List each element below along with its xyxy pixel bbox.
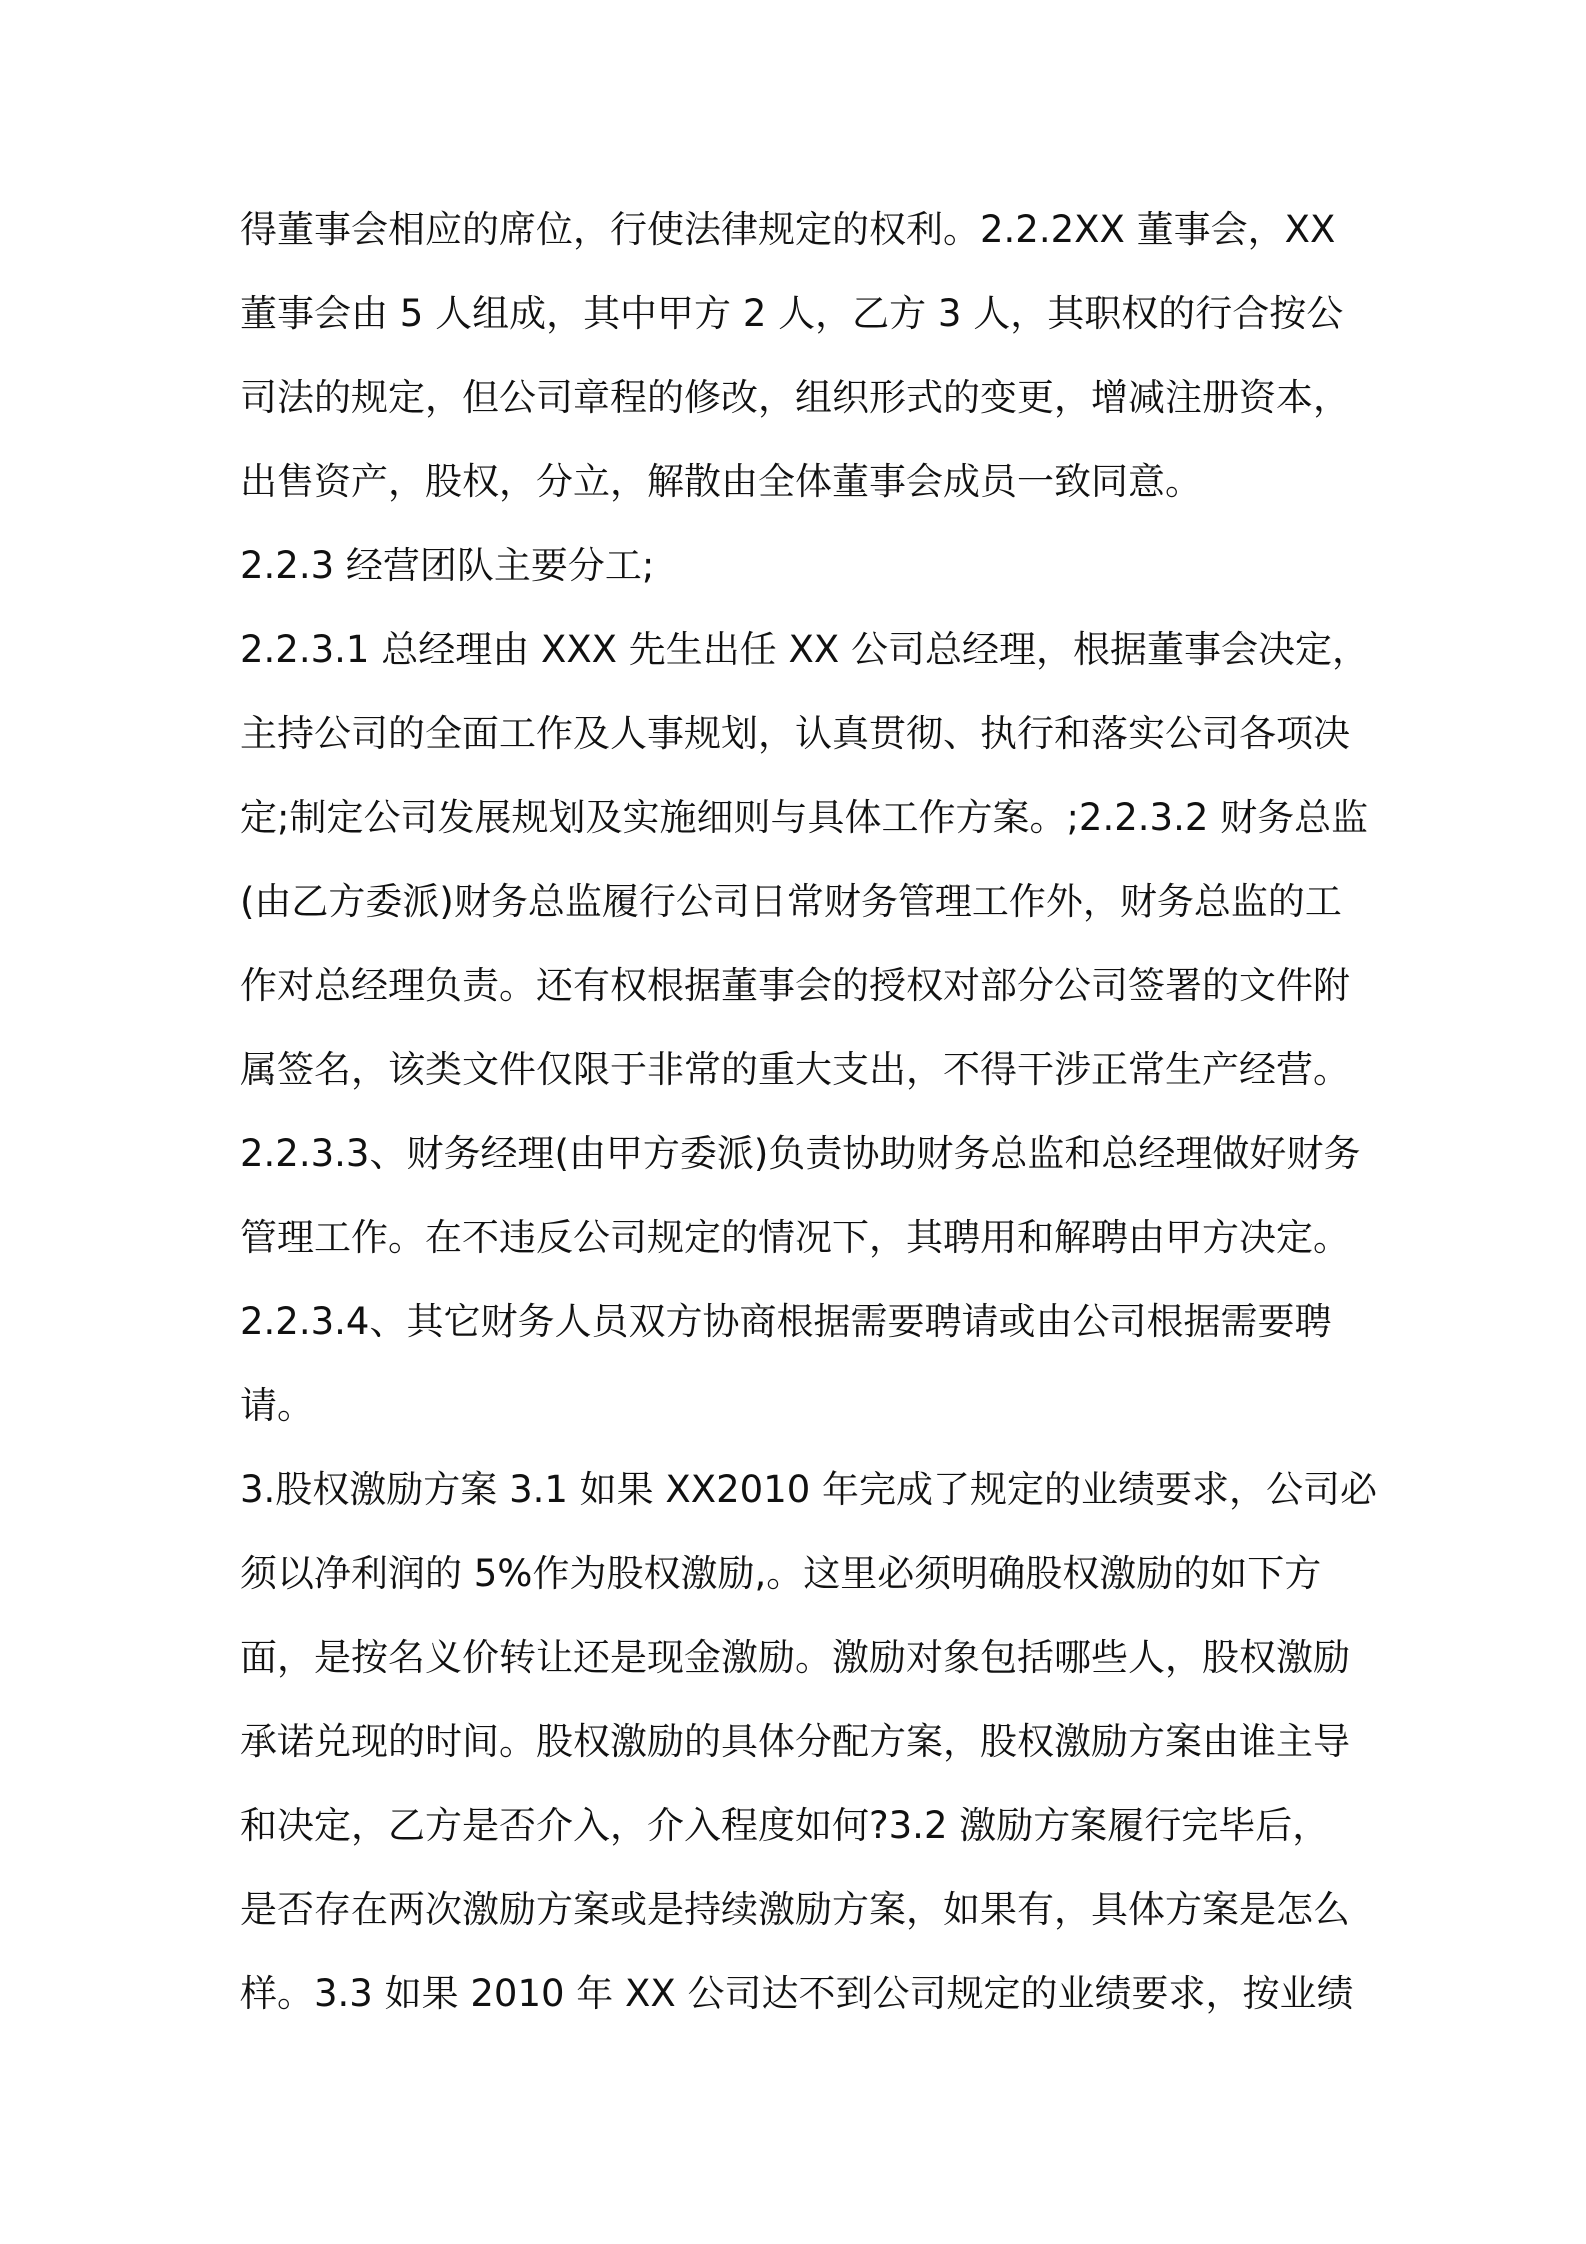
text-line: 须以净利润的 5%作为股权激励,。这里必须明确股权激励的如下方 [240,1552,1322,1595]
text-line: 请。 [240,1384,314,1427]
text-line: 3.股权激励方案 3.1 如果 XX2010 年完成了规定的业绩要求，公司必 [240,1468,1378,1511]
text-line: 2.2.3.3、财务经理(由甲方委派)负责协助财务总监和总经理做好财务 [240,1132,1361,1175]
section-heading-2-2-3: 2.2.3 经营团队主要分工; [240,544,655,587]
text-line: 属签名，该类文件仅限于非常的重大支出，不得干涉正常生产经营。 [240,1048,1350,1091]
text-line: 样。3.3 如果 2010 年 XX 公司达不到公司规定的业绩要求，按业绩 [240,1972,1354,2015]
text-line: 管理工作。在不违反公司规定的情况下，其聘用和解聘由甲方决定。 [240,1216,1350,1259]
text-line: 定;制定公司发展规划及实施细则与具体工作方案。;2.2.3.2 财务总监 [240,796,1369,839]
text-line: 2.2.3.1 总经理由 XXX 先生出任 XX 公司总经理，根据董事会决定， [240,628,1369,671]
text-line: 董事会由 5 人组成，其中甲方 2 人，乙方 3 人，其职权的行合按公 [240,292,1344,335]
text-line: 和决定，乙方是否介入，介入程度如何?3.2 激励方案履行完毕后， [240,1804,1330,1847]
text-line: 主持公司的全面工作及人事规划，认真贯彻、执行和落实公司各项决 [240,712,1350,755]
text-line: 得董事会相应的席位，行使法律规定的权利。2.2.2XX 董事会，XX [240,208,1336,251]
text-line: 作对总经理负责。还有权根据董事会的授权对部分公司签署的文件附 [240,964,1350,1007]
text-line: 是否存在两次激励方案或是持续激励方案，如果有，具体方案是怎么 [240,1888,1350,1931]
text-line: 承诺兑现的时间。股权激励的具体分配方案，股权激励方案由谁主导 [240,1720,1350,1763]
text-line: (由乙方委派)财务总监履行公司日常财务管理工作外，财务总监的工 [240,880,1342,923]
text-line: 司法的规定，但公司章程的修改，组织形式的变更，增减注册资本， [240,376,1350,419]
text-line: 面，是按名义价转让还是现金激励。激励对象包括哪些人，股权激励 [240,1636,1350,1679]
text-line: 2.2.3.4、其它财务人员双方协商根据需要聘请或由公司根据需要聘 [240,1300,1332,1343]
document-body [240,188,1378,2036]
text-line: 出售资产，股权，分立，解散由全体董事会成员一致同意。 [240,460,1202,503]
